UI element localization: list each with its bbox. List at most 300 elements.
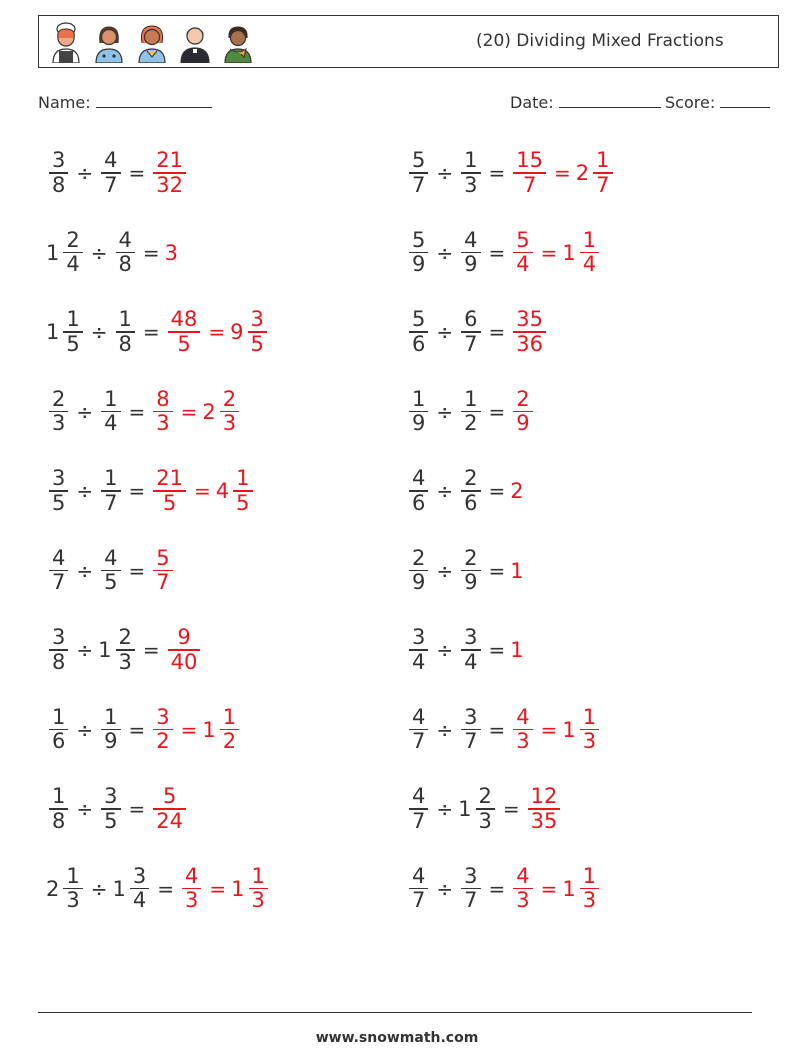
numerator: 2	[464, 466, 478, 491]
fraction	[513, 149, 546, 197]
fraction	[49, 467, 68, 515]
denominator: 4	[132, 888, 147, 913]
denominator: 7	[156, 570, 170, 595]
denominator: 36	[516, 331, 544, 356]
denominator: 3	[156, 411, 170, 436]
denominator: 7	[412, 729, 426, 754]
numerator: 5	[516, 227, 530, 252]
problem-item	[46, 461, 256, 521]
numerator: 15	[516, 148, 544, 173]
fraction	[409, 865, 428, 913]
denominator: 2	[156, 729, 170, 754]
fraction	[476, 785, 495, 833]
denominator: 4	[412, 649, 426, 674]
divide-sign: ÷	[90, 876, 108, 901]
divide-sign: ÷	[436, 797, 454, 821]
denominator: 6	[412, 331, 426, 356]
problem-item	[406, 620, 525, 680]
equals-sign: =	[540, 717, 558, 742]
numerator: 1	[118, 307, 132, 332]
problem-item	[406, 779, 563, 839]
problem-item	[406, 859, 602, 919]
whole-number: 4	[215, 479, 230, 503]
fraction	[461, 308, 480, 356]
equals-sign: =	[488, 638, 506, 662]
problem-item	[406, 223, 602, 283]
numerator: 1	[464, 386, 478, 411]
fraction	[49, 626, 68, 674]
whole-number: 2	[46, 876, 60, 901]
numerator: 12	[530, 784, 558, 809]
fraction	[101, 388, 120, 436]
divide-sign: ÷	[90, 240, 108, 265]
fraction	[513, 308, 546, 356]
denominator: 8	[52, 808, 66, 833]
fraction	[580, 229, 599, 277]
problem-item	[406, 700, 602, 760]
date-label: Date:	[510, 93, 554, 112]
denominator: 6	[464, 490, 478, 515]
fraction	[409, 785, 428, 833]
answer	[150, 388, 242, 436]
chef-avatar-icon	[47, 21, 85, 63]
fraction	[409, 706, 428, 754]
numerator: 1	[66, 307, 80, 332]
equals-sign: =	[128, 717, 146, 742]
fraction	[49, 149, 68, 197]
whole-number: 2	[510, 479, 524, 503]
numerator: 2	[412, 545, 426, 570]
numerator: 48	[170, 307, 198, 332]
firefighter-avatar-icon	[133, 21, 171, 63]
denominator: 3	[185, 888, 199, 913]
fraction	[168, 626, 201, 674]
fraction	[409, 467, 428, 515]
whole-number: 2	[575, 161, 590, 185]
denominator: 7	[464, 888, 478, 913]
name-field	[38, 93, 212, 112]
fraction	[409, 149, 428, 197]
fraction	[153, 388, 172, 436]
numerator: 1	[251, 863, 265, 888]
fraction	[49, 388, 68, 436]
numerator: 2	[118, 625, 132, 650]
denominator: 5	[52, 490, 66, 515]
numerator: 1	[596, 148, 610, 173]
whole-number: 1	[510, 638, 524, 662]
whole-number: 1	[46, 320, 60, 344]
denominator: 5	[177, 331, 191, 356]
divide-sign: ÷	[90, 320, 108, 344]
answer	[510, 308, 549, 356]
worksheet-title: (20) Dividing Mixed Fractions	[476, 31, 724, 51]
denominator: 4	[582, 252, 597, 277]
fraction	[513, 865, 532, 913]
numerator: 1	[222, 704, 237, 729]
fraction	[49, 547, 68, 595]
denominator: 5	[104, 570, 118, 595]
equals-sign: =	[142, 638, 160, 662]
whole-number: 9	[230, 320, 244, 344]
denominator: 4	[464, 649, 478, 674]
equals-sign: =	[128, 797, 146, 821]
numerator: 1	[66, 863, 80, 888]
answer	[165, 308, 270, 356]
whole-number: 1	[562, 876, 576, 901]
fraction	[130, 865, 149, 913]
score-blank	[720, 93, 770, 108]
divide-sign: ÷	[76, 638, 94, 662]
denominator: 32	[156, 172, 184, 197]
denominator: 3	[52, 411, 66, 436]
fraction	[593, 149, 612, 197]
answer	[510, 865, 602, 913]
fraction	[116, 229, 135, 277]
whole-number: 1	[202, 717, 216, 742]
equals-sign: =	[209, 876, 227, 901]
denominator: 9	[412, 411, 426, 436]
fraction	[101, 467, 120, 515]
answer	[510, 388, 535, 436]
answer	[165, 626, 204, 674]
equals-sign: =	[540, 240, 558, 265]
denominator: 5	[104, 808, 118, 833]
numerator: 1	[582, 227, 597, 252]
numerator: 1	[52, 704, 66, 729]
score-label: Score:	[665, 93, 716, 112]
answer	[179, 865, 271, 913]
numerator: 35	[516, 307, 544, 332]
denominator: 3	[118, 649, 132, 674]
denominator: 7	[104, 490, 118, 515]
numerator: 4	[185, 863, 199, 888]
numerator: 3	[52, 625, 66, 650]
denominator: 4	[516, 252, 530, 277]
fraction	[220, 388, 239, 436]
numerator: 1	[582, 704, 597, 729]
problem-item	[46, 302, 270, 362]
fraction	[220, 706, 239, 754]
answer	[510, 638, 524, 662]
denominator: 8	[118, 252, 132, 277]
fraction	[49, 785, 68, 833]
numerator: 4	[516, 704, 530, 729]
answer	[510, 706, 602, 754]
fraction	[461, 626, 480, 674]
numerator: 3	[156, 704, 170, 729]
divide-sign: ÷	[436, 479, 454, 503]
denominator: 8	[118, 331, 132, 356]
denominator: 7	[464, 729, 478, 754]
denominator: 9	[464, 570, 478, 595]
denominator: 4	[104, 411, 118, 436]
equals-sign: =	[180, 717, 198, 742]
numerator: 5	[162, 784, 177, 809]
answer	[510, 479, 524, 503]
denominator: 3	[516, 888, 530, 913]
problem-item	[406, 461, 525, 521]
denominator: 5	[66, 331, 80, 356]
numerator: 4	[104, 148, 118, 173]
problem-item	[46, 382, 242, 442]
divide-sign: ÷	[436, 558, 454, 583]
fraction	[233, 467, 252, 515]
fraction	[116, 626, 135, 674]
denominator: 6	[412, 490, 426, 515]
numerator: 1	[412, 386, 426, 411]
fraction	[248, 308, 267, 356]
equals-sign: =	[488, 399, 506, 424]
equals-sign: =	[128, 479, 146, 503]
equals-sign: =	[194, 479, 211, 503]
numerator: 21	[156, 148, 184, 173]
divide-sign: ÷	[436, 876, 454, 901]
numerator: 3	[104, 784, 118, 809]
numerator: 1	[104, 386, 118, 411]
denominator: 2	[222, 729, 237, 754]
denominator: 9	[412, 570, 426, 595]
fraction	[101, 706, 120, 754]
fraction	[409, 626, 428, 674]
divide-sign: ÷	[76, 797, 94, 821]
denominator: 4	[66, 252, 80, 277]
numerator: 1	[236, 466, 250, 491]
denominator: 3	[464, 172, 478, 197]
fraction	[249, 865, 268, 913]
fraction	[49, 706, 68, 754]
whole-number: 1	[562, 240, 576, 265]
fraction	[63, 229, 82, 277]
answer	[510, 149, 615, 197]
fraction	[580, 865, 599, 913]
equals-sign: =	[540, 876, 558, 901]
numerator: 2	[478, 784, 492, 809]
nurse-avatar-icon	[90, 21, 128, 63]
problem-item	[46, 541, 176, 601]
denominator: 3	[66, 888, 80, 913]
divide-sign: ÷	[436, 161, 454, 185]
answer	[150, 149, 189, 197]
fraction	[580, 706, 599, 754]
divide-sign: ÷	[76, 717, 94, 742]
denominator: 7	[52, 570, 66, 595]
denominator: 5	[236, 490, 250, 515]
whole-number: 1	[112, 876, 126, 901]
denominator: 7	[412, 888, 426, 913]
numerator: 3	[464, 704, 478, 729]
denominator: 7	[522, 172, 537, 197]
numerator: 5	[412, 307, 426, 332]
answer	[510, 559, 524, 583]
numerator: 3	[250, 307, 264, 332]
equals-sign: =	[502, 797, 520, 821]
denominator: 3	[222, 411, 237, 436]
numerator: 2	[516, 386, 530, 411]
numerator: 6	[464, 307, 478, 332]
fraction	[461, 865, 480, 913]
denominator: 9	[412, 252, 426, 277]
numerator: 21	[156, 466, 184, 491]
denominator: 8	[52, 172, 66, 197]
divide-sign: ÷	[76, 479, 94, 503]
fraction	[153, 785, 186, 833]
fraction	[101, 547, 120, 595]
fraction	[409, 308, 428, 356]
equals-sign: =	[142, 320, 160, 344]
fraction	[409, 229, 428, 277]
divide-sign: ÷	[76, 558, 94, 583]
footer-url: www.snowmath.com	[315, 1030, 479, 1046]
equals-sign: =	[488, 479, 506, 503]
divide-sign: ÷	[436, 638, 454, 662]
equals-sign: =	[157, 876, 175, 901]
denominator: 3	[478, 808, 492, 833]
divide-sign: ÷	[436, 240, 454, 265]
problem-item	[406, 302, 549, 362]
equals-sign: =	[128, 558, 146, 583]
divide-sign: ÷	[76, 161, 94, 185]
fraction	[528, 785, 561, 833]
numerator: 4	[412, 704, 426, 729]
answer	[165, 241, 179, 265]
denominator: 9	[516, 411, 530, 436]
numerator: 8	[156, 386, 170, 411]
answer	[150, 706, 242, 754]
date-blank	[559, 93, 661, 108]
denominator: 7	[596, 172, 610, 197]
problem-item	[406, 541, 525, 601]
equals-sign: =	[180, 399, 198, 424]
denominator: 9	[104, 729, 118, 754]
fraction	[101, 785, 120, 833]
equals-sign: =	[128, 399, 146, 424]
fraction	[461, 388, 480, 436]
fraction	[116, 308, 135, 356]
student-avatar-icon	[219, 21, 257, 63]
fraction	[153, 467, 186, 515]
whole-number: 1	[458, 797, 472, 821]
fraction	[513, 229, 532, 277]
numerator: 4	[52, 545, 66, 570]
numerator: 2	[464, 545, 478, 570]
fraction	[461, 229, 480, 277]
denominator: 3	[251, 888, 265, 913]
numerator: 3	[412, 625, 426, 650]
numerator: 1	[104, 704, 118, 729]
equals-sign: =	[554, 161, 571, 185]
divide-sign: ÷	[436, 320, 454, 344]
numerator: 9	[177, 625, 191, 650]
problem-item	[406, 382, 536, 442]
answer	[525, 785, 564, 833]
problem-item	[46, 700, 242, 760]
fraction	[461, 467, 480, 515]
problem-item	[46, 143, 189, 203]
numerator: 1	[464, 148, 478, 173]
numerator: 5	[412, 148, 426, 173]
date-field	[510, 93, 661, 112]
denominator: 2	[464, 411, 478, 436]
answer	[150, 467, 255, 515]
divide-sign: ÷	[76, 399, 94, 424]
whole-number: 1	[46, 240, 60, 265]
denominator: 40	[170, 649, 198, 674]
whole-number: 1	[98, 638, 112, 662]
denominator: 24	[156, 808, 184, 833]
numerator: 3	[132, 863, 147, 888]
priest-avatar-icon	[176, 21, 214, 63]
answer	[150, 785, 189, 833]
fraction	[153, 547, 172, 595]
fraction	[63, 865, 82, 913]
numerator: 1	[52, 784, 66, 809]
fraction	[461, 149, 480, 197]
problem-item	[46, 779, 189, 839]
equals-sign: =	[488, 320, 506, 344]
problem-item	[46, 620, 203, 680]
numerator: 4	[516, 863, 530, 888]
denominator: 9	[464, 252, 478, 277]
denominator: 6	[52, 729, 66, 754]
numerator: 4	[412, 863, 426, 888]
denominator: 7	[104, 172, 118, 197]
divide-sign: ÷	[436, 717, 454, 742]
divide-sign: ÷	[436, 399, 454, 424]
equals-sign: =	[488, 161, 506, 185]
equals-sign: =	[208, 320, 226, 344]
denominator: 5	[162, 490, 177, 515]
numerator: 3	[52, 466, 66, 491]
answer	[510, 229, 602, 277]
numerator: 4	[412, 466, 426, 491]
problem-item	[46, 223, 179, 283]
denominator: 3	[516, 729, 530, 754]
whole-number: 3	[164, 240, 179, 265]
fraction	[63, 308, 82, 356]
answer	[150, 547, 175, 595]
equals-sign: =	[488, 558, 506, 583]
footer-divider	[38, 1012, 752, 1013]
problem-item	[406, 143, 616, 203]
numerator: 4	[412, 784, 426, 809]
numerator: 3	[52, 148, 66, 173]
fraction	[513, 706, 532, 754]
denominator: 7	[412, 172, 426, 197]
numerator: 3	[464, 863, 478, 888]
fraction	[182, 865, 201, 913]
numerator: 1	[582, 863, 597, 888]
fraction	[513, 388, 532, 436]
numerator: 1	[104, 466, 118, 491]
equals-sign: =	[488, 717, 506, 742]
numerator: 4	[104, 545, 118, 570]
score-field	[665, 93, 770, 112]
equals-sign: =	[142, 240, 160, 265]
equals-sign: =	[488, 240, 506, 265]
denominator: 7	[464, 331, 478, 356]
whole-number: 1	[231, 876, 245, 901]
avatar-strip	[47, 21, 257, 63]
denominator: 5	[250, 331, 264, 356]
equals-sign: =	[128, 161, 146, 185]
numerator: 3	[464, 625, 478, 650]
denominator: 35	[530, 808, 558, 833]
worksheet-header	[38, 15, 779, 68]
numerator: 2	[222, 386, 237, 411]
whole-number: 1	[510, 558, 524, 583]
whole-number: 2	[202, 399, 216, 424]
fraction	[409, 547, 428, 595]
